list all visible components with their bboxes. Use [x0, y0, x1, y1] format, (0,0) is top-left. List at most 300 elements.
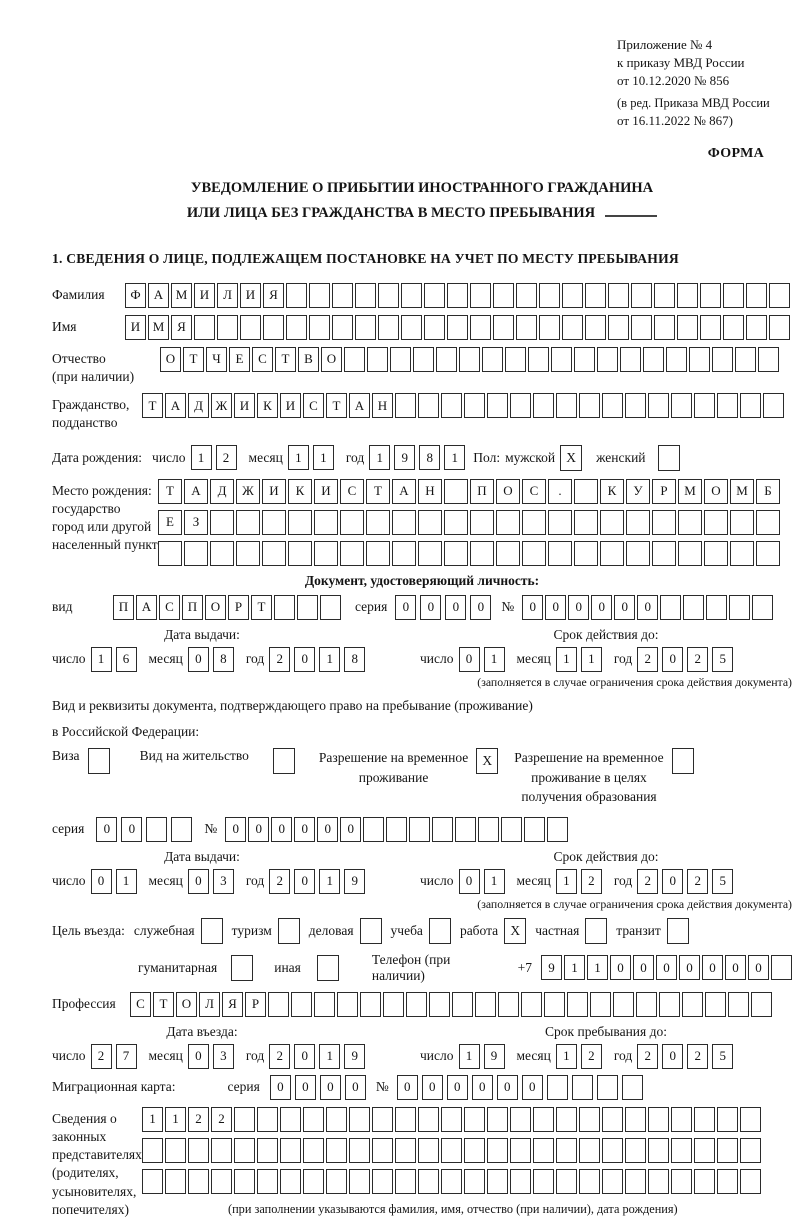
char-cell[interactable]	[636, 992, 657, 1017]
char-cell[interactable]: 7	[116, 1044, 137, 1069]
char-cell[interactable]: 0	[91, 869, 112, 894]
char-cell[interactable]	[717, 1107, 738, 1132]
char-cell[interactable]	[487, 393, 508, 418]
char-cell[interactable]: Т	[326, 393, 347, 418]
char-cell[interactable]	[522, 541, 546, 566]
char-cell[interactable]: Т	[275, 347, 296, 372]
char-cell[interactable]	[677, 283, 698, 308]
char-cell[interactable]: 0	[662, 869, 683, 894]
char-cell[interactable]	[533, 393, 554, 418]
char-cell[interactable]: 0	[248, 817, 269, 842]
char-cell[interactable]: М	[148, 315, 169, 340]
char-cell[interactable]	[487, 1169, 508, 1194]
char-cell[interactable]: 1	[369, 445, 390, 470]
char-cell[interactable]	[740, 1107, 761, 1132]
char-cell[interactable]	[487, 1138, 508, 1163]
char-cell[interactable]: 0	[662, 1044, 683, 1069]
char-cell[interactable]	[689, 347, 710, 372]
char-cell[interactable]: 2	[188, 1107, 209, 1132]
char-cell[interactable]	[444, 541, 468, 566]
char-cell[interactable]	[432, 817, 453, 842]
purpose-official-checkbox[interactable]	[201, 918, 223, 944]
char-cell[interactable]: А	[349, 393, 370, 418]
char-cell[interactable]: Д	[188, 393, 209, 418]
char-cell[interactable]	[366, 510, 390, 535]
char-cell[interactable]	[740, 393, 761, 418]
char-cell[interactable]: М	[730, 479, 754, 504]
char-cell[interactable]: 1	[319, 869, 340, 894]
char-cell[interactable]: 2	[637, 869, 658, 894]
char-cell[interactable]	[210, 510, 234, 535]
char-cell[interactable]	[769, 315, 790, 340]
char-cell[interactable]	[349, 1169, 370, 1194]
char-cell[interactable]	[677, 315, 698, 340]
char-cell[interactable]: 1	[484, 869, 505, 894]
char-cell[interactable]	[652, 510, 676, 535]
char-cell[interactable]	[579, 1169, 600, 1194]
char-cell[interactable]: 2	[211, 1107, 232, 1132]
char-cell[interactable]: А	[165, 393, 186, 418]
char-cell[interactable]: 0	[295, 1075, 316, 1100]
char-cell[interactable]: 0	[225, 817, 246, 842]
char-cell[interactable]: С	[340, 479, 364, 504]
char-cell[interactable]: 2	[269, 1044, 290, 1069]
char-cell[interactable]: О	[496, 479, 520, 504]
char-cell[interactable]	[297, 595, 318, 620]
char-cell[interactable]: Т	[153, 992, 174, 1017]
char-cell[interactable]: 5	[712, 869, 733, 894]
char-cell[interactable]	[340, 510, 364, 535]
char-cell[interactable]	[390, 347, 411, 372]
char-cell[interactable]: Р	[652, 479, 676, 504]
char-cell[interactable]	[291, 992, 312, 1017]
char-cell[interactable]	[613, 992, 634, 1017]
char-cell[interactable]: 1	[165, 1107, 186, 1132]
char-cell[interactable]	[682, 992, 703, 1017]
char-cell[interactable]	[234, 1138, 255, 1163]
char-cell[interactable]	[521, 992, 542, 1017]
char-cell[interactable]	[533, 1138, 554, 1163]
rvp-edu-checkbox[interactable]	[672, 748, 694, 774]
char-cell[interactable]	[700, 315, 721, 340]
char-cell[interactable]: 2	[269, 869, 290, 894]
char-cell[interactable]: 0	[610, 955, 631, 980]
char-cell[interactable]	[659, 992, 680, 1017]
char-cell[interactable]	[547, 817, 568, 842]
char-cell[interactable]	[539, 315, 560, 340]
char-cell[interactable]: Н	[372, 393, 393, 418]
char-cell[interactable]	[386, 817, 407, 842]
char-cell[interactable]	[441, 393, 462, 418]
char-cell[interactable]	[257, 1138, 278, 1163]
char-cell[interactable]	[188, 1169, 209, 1194]
char-cell[interactable]: И	[280, 393, 301, 418]
char-cell[interactable]	[436, 347, 457, 372]
char-cell[interactable]	[505, 347, 526, 372]
char-cell[interactable]	[602, 393, 623, 418]
char-cell[interactable]	[572, 1075, 593, 1100]
char-cell[interactable]: Ж	[211, 393, 232, 418]
residence-checkbox[interactable]	[273, 748, 295, 774]
char-cell[interactable]	[236, 541, 260, 566]
char-cell[interactable]	[184, 541, 208, 566]
char-cell[interactable]: Т	[142, 393, 163, 418]
purpose-private-checkbox[interactable]	[585, 918, 607, 944]
char-cell[interactable]	[648, 1169, 669, 1194]
char-cell[interactable]: 1	[444, 445, 465, 470]
char-cell[interactable]	[678, 510, 702, 535]
char-cell[interactable]: 2	[269, 647, 290, 672]
char-cell[interactable]: Ж	[236, 479, 260, 504]
char-cell[interactable]	[597, 1075, 618, 1100]
char-cell[interactable]: 0	[294, 817, 315, 842]
char-cell[interactable]	[194, 315, 215, 340]
char-cell[interactable]	[401, 283, 422, 308]
char-cell[interactable]: 0	[459, 647, 480, 672]
char-cell[interactable]: С	[303, 393, 324, 418]
char-cell[interactable]	[372, 1169, 393, 1194]
char-cell[interactable]	[210, 541, 234, 566]
char-cell[interactable]	[730, 510, 754, 535]
char-cell[interactable]	[567, 992, 588, 1017]
char-cell[interactable]: У	[626, 479, 650, 504]
char-cell[interactable]	[602, 1138, 623, 1163]
char-cell[interactable]: П	[470, 479, 494, 504]
char-cell[interactable]: Т	[183, 347, 204, 372]
char-cell[interactable]: Л	[217, 283, 238, 308]
char-cell[interactable]: 0	[472, 1075, 493, 1100]
char-cell[interactable]	[470, 283, 491, 308]
char-cell[interactable]	[556, 393, 577, 418]
char-cell[interactable]	[717, 393, 738, 418]
char-cell[interactable]: 5	[712, 647, 733, 672]
char-cell[interactable]: Т	[251, 595, 272, 620]
char-cell[interactable]	[303, 1107, 324, 1132]
char-cell[interactable]	[556, 1138, 577, 1163]
char-cell[interactable]: 0	[748, 955, 769, 980]
char-cell[interactable]: Е	[158, 510, 182, 535]
char-cell[interactable]	[496, 510, 520, 535]
char-cell[interactable]: 0	[420, 595, 441, 620]
char-cell[interactable]: .	[548, 479, 572, 504]
char-cell[interactable]	[326, 1138, 347, 1163]
char-cell[interactable]: 1	[91, 647, 112, 672]
char-cell[interactable]: 1	[288, 445, 309, 470]
char-cell[interactable]: 0	[522, 1075, 543, 1100]
char-cell[interactable]	[631, 315, 652, 340]
char-cell[interactable]: С	[130, 992, 151, 1017]
char-cell[interactable]: 2	[687, 869, 708, 894]
char-cell[interactable]	[501, 817, 522, 842]
char-cell[interactable]: А	[148, 283, 169, 308]
char-cell[interactable]: 1	[556, 647, 577, 672]
char-cell[interactable]	[482, 347, 503, 372]
char-cell[interactable]	[758, 347, 779, 372]
char-cell[interactable]	[671, 1107, 692, 1132]
char-cell[interactable]: С	[159, 595, 180, 620]
char-cell[interactable]	[683, 595, 704, 620]
char-cell[interactable]	[548, 541, 572, 566]
char-cell[interactable]	[600, 541, 624, 566]
char-cell[interactable]	[234, 1169, 255, 1194]
char-cell[interactable]	[654, 283, 675, 308]
char-cell[interactable]: 9	[394, 445, 415, 470]
char-cell[interactable]	[487, 1107, 508, 1132]
char-cell[interactable]: Я	[171, 315, 192, 340]
char-cell[interactable]: О	[321, 347, 342, 372]
char-cell[interactable]	[309, 315, 330, 340]
char-cell[interactable]	[146, 817, 167, 842]
char-cell[interactable]: О	[205, 595, 226, 620]
char-cell[interactable]	[756, 510, 780, 535]
char-cell[interactable]: 0	[614, 595, 635, 620]
char-cell[interactable]	[574, 510, 598, 535]
char-cell[interactable]: 6	[116, 647, 137, 672]
char-cell[interactable]	[418, 510, 442, 535]
char-cell[interactable]: И	[262, 479, 286, 504]
char-cell[interactable]: А	[136, 595, 157, 620]
char-cell[interactable]	[620, 347, 641, 372]
char-cell[interactable]	[455, 817, 476, 842]
char-cell[interactable]	[585, 283, 606, 308]
char-cell[interactable]	[694, 393, 715, 418]
char-cell[interactable]	[409, 817, 430, 842]
char-cell[interactable]	[355, 283, 376, 308]
char-cell[interactable]	[700, 283, 721, 308]
purpose-work-checkbox[interactable]: X	[504, 918, 526, 944]
char-cell[interactable]	[158, 541, 182, 566]
char-cell[interactable]	[608, 283, 629, 308]
char-cell[interactable]: Ф	[125, 283, 146, 308]
char-cell[interactable]: Ч	[206, 347, 227, 372]
char-cell[interactable]	[548, 510, 572, 535]
char-cell[interactable]	[694, 1138, 715, 1163]
char-cell[interactable]	[367, 347, 388, 372]
char-cell[interactable]	[464, 1107, 485, 1132]
char-cell[interactable]	[648, 1107, 669, 1132]
char-cell[interactable]	[671, 1169, 692, 1194]
char-cell[interactable]	[424, 283, 445, 308]
char-cell[interactable]: Т	[158, 479, 182, 504]
char-cell[interactable]: 0	[270, 1075, 291, 1100]
char-cell[interactable]	[626, 541, 650, 566]
char-cell[interactable]	[551, 347, 572, 372]
char-cell[interactable]: 8	[213, 647, 234, 672]
char-cell[interactable]: 0	[702, 955, 723, 980]
char-cell[interactable]: Н	[418, 479, 442, 504]
char-cell[interactable]	[165, 1169, 186, 1194]
char-cell[interactable]	[171, 817, 192, 842]
char-cell[interactable]	[332, 315, 353, 340]
char-cell[interactable]: 9	[344, 1044, 365, 1069]
char-cell[interactable]	[378, 283, 399, 308]
char-cell[interactable]	[590, 992, 611, 1017]
char-cell[interactable]	[274, 595, 295, 620]
char-cell[interactable]: 0	[637, 595, 658, 620]
char-cell[interactable]: С	[522, 479, 546, 504]
char-cell[interactable]: 0	[497, 1075, 518, 1100]
char-cell[interactable]	[694, 1169, 715, 1194]
char-cell[interactable]	[585, 315, 606, 340]
char-cell[interactable]: 1	[116, 869, 137, 894]
char-cell[interactable]: 9	[541, 955, 562, 980]
char-cell[interactable]	[418, 1169, 439, 1194]
char-cell[interactable]: 2	[637, 647, 658, 672]
char-cell[interactable]	[470, 510, 494, 535]
char-cell[interactable]: 1	[319, 647, 340, 672]
char-cell[interactable]	[751, 992, 772, 1017]
char-cell[interactable]: 0	[294, 647, 315, 672]
char-cell[interactable]	[671, 393, 692, 418]
char-cell[interactable]: 2	[687, 1044, 708, 1069]
char-cell[interactable]	[625, 393, 646, 418]
char-cell[interactable]	[401, 315, 422, 340]
char-cell[interactable]	[395, 1138, 416, 1163]
char-cell[interactable]	[626, 510, 650, 535]
char-cell[interactable]: 1	[556, 1044, 577, 1069]
char-cell[interactable]	[395, 1169, 416, 1194]
char-cell[interactable]	[723, 315, 744, 340]
char-cell[interactable]: 0	[568, 595, 589, 620]
char-cell[interactable]	[288, 541, 312, 566]
char-cell[interactable]	[496, 541, 520, 566]
char-cell[interactable]: К	[288, 479, 312, 504]
char-cell[interactable]: 2	[91, 1044, 112, 1069]
char-cell[interactable]	[648, 393, 669, 418]
char-cell[interactable]	[652, 541, 676, 566]
char-cell[interactable]	[303, 1169, 324, 1194]
char-cell[interactable]	[268, 992, 289, 1017]
char-cell[interactable]	[355, 315, 376, 340]
char-cell[interactable]	[539, 283, 560, 308]
char-cell[interactable]	[418, 1138, 439, 1163]
char-cell[interactable]: 9	[344, 869, 365, 894]
char-cell[interactable]	[625, 1169, 646, 1194]
char-cell[interactable]	[574, 479, 598, 504]
char-cell[interactable]	[533, 1169, 554, 1194]
char-cell[interactable]	[544, 992, 565, 1017]
char-cell[interactable]	[600, 510, 624, 535]
char-cell[interactable]	[728, 992, 749, 1017]
char-cell[interactable]: 0	[447, 1075, 468, 1100]
char-cell[interactable]	[723, 283, 744, 308]
char-cell[interactable]	[165, 1138, 186, 1163]
char-cell[interactable]	[424, 315, 445, 340]
char-cell[interactable]	[493, 283, 514, 308]
char-cell[interactable]: 0	[633, 955, 654, 980]
char-cell[interactable]	[608, 315, 629, 340]
char-cell[interactable]	[735, 347, 756, 372]
char-cell[interactable]	[280, 1138, 301, 1163]
char-cell[interactable]	[262, 510, 286, 535]
char-cell[interactable]: 1	[459, 1044, 480, 1069]
char-cell[interactable]	[746, 315, 767, 340]
char-cell[interactable]	[717, 1169, 738, 1194]
char-cell[interactable]	[211, 1169, 232, 1194]
visa-checkbox[interactable]	[88, 748, 110, 774]
char-cell[interactable]	[429, 992, 450, 1017]
char-cell[interactable]: М	[678, 479, 702, 504]
char-cell[interactable]: 5	[712, 1044, 733, 1069]
char-cell[interactable]	[314, 510, 338, 535]
char-cell[interactable]	[498, 992, 519, 1017]
char-cell[interactable]: 1	[484, 647, 505, 672]
char-cell[interactable]	[418, 541, 442, 566]
char-cell[interactable]	[314, 992, 335, 1017]
char-cell[interactable]	[360, 992, 381, 1017]
char-cell[interactable]: 2	[687, 647, 708, 672]
char-cell[interactable]: 0	[188, 1044, 209, 1069]
char-cell[interactable]: 1	[319, 1044, 340, 1069]
char-cell[interactable]	[395, 393, 416, 418]
char-cell[interactable]	[326, 1107, 347, 1132]
char-cell[interactable]	[332, 283, 353, 308]
char-cell[interactable]	[705, 992, 726, 1017]
char-cell[interactable]	[648, 1138, 669, 1163]
char-cell[interactable]: И	[234, 393, 255, 418]
char-cell[interactable]	[666, 347, 687, 372]
char-cell[interactable]	[280, 1169, 301, 1194]
char-cell[interactable]: А	[392, 479, 416, 504]
char-cell[interactable]	[363, 817, 384, 842]
char-cell[interactable]: 0	[545, 595, 566, 620]
char-cell[interactable]: В	[298, 347, 319, 372]
char-cell[interactable]	[234, 1107, 255, 1132]
char-cell[interactable]: 0	[397, 1075, 418, 1100]
char-cell[interactable]	[441, 1107, 462, 1132]
char-cell[interactable]: 0	[294, 1044, 315, 1069]
char-cell[interactable]: О	[704, 479, 728, 504]
char-cell[interactable]	[470, 541, 494, 566]
purpose-business-checkbox[interactable]	[360, 918, 382, 944]
char-cell[interactable]	[280, 1107, 301, 1132]
char-cell[interactable]	[464, 1169, 485, 1194]
char-cell[interactable]: Л	[199, 992, 220, 1017]
char-cell[interactable]: И	[125, 315, 146, 340]
char-cell[interactable]	[344, 347, 365, 372]
char-cell[interactable]: П	[182, 595, 203, 620]
purpose-humanitarian-checkbox[interactable]	[231, 955, 253, 981]
char-cell[interactable]: 1	[142, 1107, 163, 1132]
char-cell[interactable]	[706, 595, 727, 620]
char-cell[interactable]	[522, 510, 546, 535]
char-cell[interactable]: М	[171, 283, 192, 308]
char-cell[interactable]	[413, 347, 434, 372]
char-cell[interactable]	[263, 315, 284, 340]
char-cell[interactable]	[756, 541, 780, 566]
char-cell[interactable]	[142, 1169, 163, 1194]
char-cell[interactable]: 2	[637, 1044, 658, 1069]
char-cell[interactable]	[211, 1138, 232, 1163]
char-cell[interactable]	[556, 1107, 577, 1132]
char-cell[interactable]	[671, 1138, 692, 1163]
char-cell[interactable]	[383, 992, 404, 1017]
char-cell[interactable]: 0	[522, 595, 543, 620]
char-cell[interactable]: 0	[662, 647, 683, 672]
char-cell[interactable]: Б	[756, 479, 780, 504]
char-cell[interactable]	[579, 1138, 600, 1163]
char-cell[interactable]	[516, 283, 537, 308]
char-cell[interactable]	[597, 347, 618, 372]
char-cell[interactable]: 0	[725, 955, 746, 980]
char-cell[interactable]	[288, 510, 312, 535]
char-cell[interactable]: 0	[679, 955, 700, 980]
purpose-study-checkbox[interactable]	[429, 918, 451, 944]
char-cell[interactable]: К	[600, 479, 624, 504]
char-cell[interactable]: 1	[191, 445, 212, 470]
char-cell[interactable]	[528, 347, 549, 372]
char-cell[interactable]	[188, 1138, 209, 1163]
